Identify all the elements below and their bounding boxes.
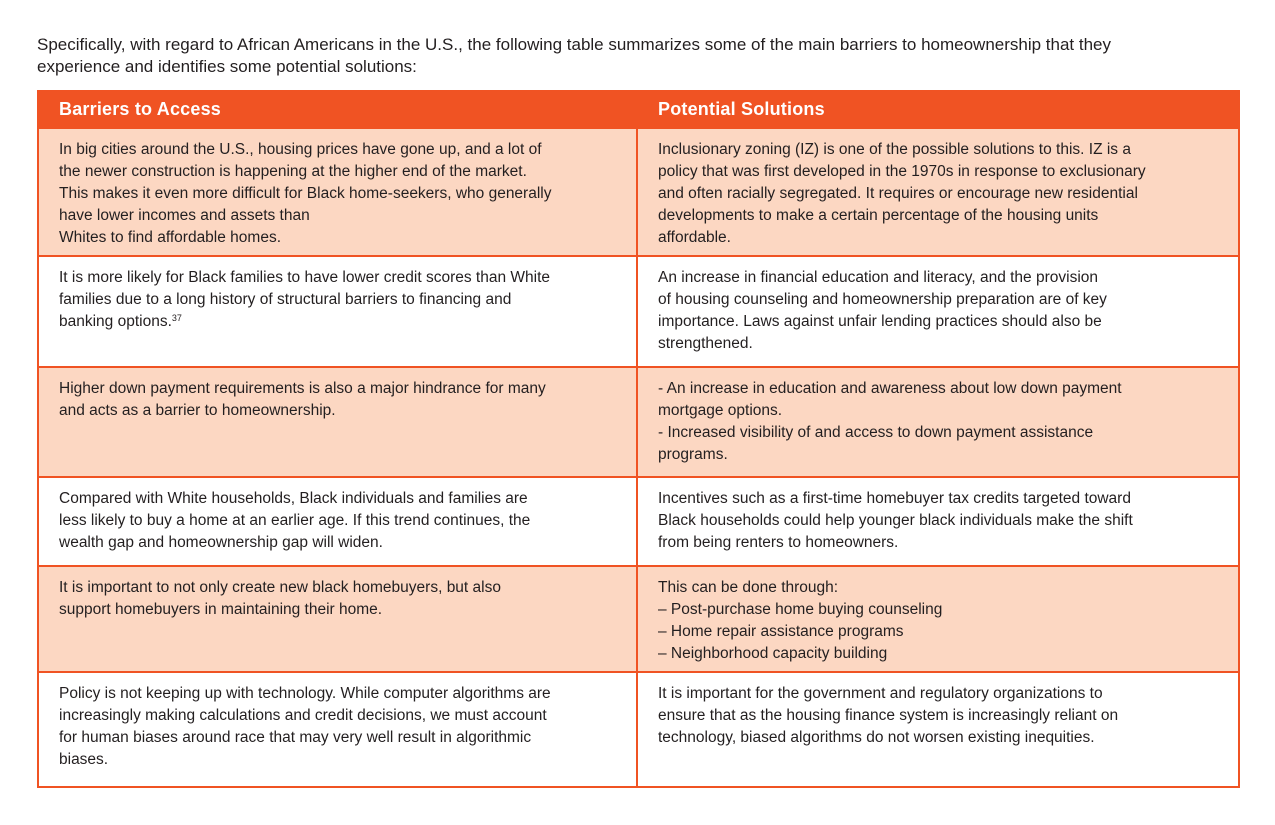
solution-cell [637,566,1239,672]
cell-line: families due to a long history of structural barriers to financing and [59,291,512,308]
cell-line: - An increase in education and awareness about low down payment [658,380,1122,397]
cell-line: This can be done through: [658,579,839,596]
cell-line: Higher down payment requirements is also a major hindrance for many [59,380,546,397]
solution-cell [637,128,1239,256]
cell-line: for human biases around race that may very well result in algorithmic [59,729,532,746]
cell-line: This makes it even more difficult for Black home-seekers, who generally [59,185,552,202]
cell-line: In big cities around the U.S., housing prices have gone up, and a lot of [59,141,542,158]
cell-line: the newer construction is happening at the higher end of the market. [59,163,527,180]
cell-line [59,311,618,333]
cell-line: ensure that as the housing finance system is increasingly reliant on [658,707,1119,724]
solution-cell [637,477,1239,566]
barrier-cell [38,367,637,477]
barriers-solutions-table [37,90,1240,788]
cell-line: Black households could help younger black individuals make the shift [658,512,1133,529]
solution-cell [637,367,1239,477]
cell-line: less likely to buy a home at an earlier age. If this trend continues, the [59,512,531,529]
cell-line: wealth gap and homeownership gap will widen. [59,534,383,551]
solution-cell [637,256,1239,367]
cell-line: An increase in financial education and literacy, and the provision [658,269,1099,286]
table-header-row [38,91,1239,128]
cell-line: – Post-purchase home buying counseling [658,601,943,618]
intro-line: experience and identifies some potential solutions: [37,57,417,76]
cell-line: Whites to find affordable homes. [59,229,282,246]
cell-line: strengthened. [658,335,753,352]
cell-line: increasingly making calculations and credit decisions, we must account [59,707,547,724]
table-row [38,367,1239,477]
barrier-cell [38,128,637,256]
cell-line: – Home repair assistance programs [658,623,904,640]
cell-line: It is important for the government and regulatory organizations to [658,685,1103,702]
header-solutions: Potential Solutions [637,91,1239,128]
cell-line: importance. Laws against unfair lending practices should also be [658,313,1102,330]
cell-line: technology, biased algorithms do not worsen existing inequities. [658,729,1095,746]
barrier-cell [38,672,637,787]
cell-text: banking options. [59,313,172,330]
cell-line: – Neighborhood capacity building [658,645,888,662]
cell-line: policy that was first developed in the 1970s in response to exclusionary [658,163,1146,180]
cell-line: Incentives such as a first-time homebuyer tax credits targeted toward [658,490,1131,507]
cell-line: Policy is not keeping up with technology. While computer algorithms are [59,685,551,702]
cell-line: programs. [658,446,728,463]
table-row [38,477,1239,566]
cell-line: from being renters to homeowners. [658,534,899,551]
cell-line: developments to make a certain percentage of the housing units [658,207,1099,224]
barrier-cell [38,256,637,367]
barriers-solutions-table-wrapper [37,90,1238,788]
cell-line: biases. [59,751,109,768]
table-row [38,128,1239,256]
cell-line: It is important to not only create new black homebuyers, but also [59,579,501,596]
cell-line: affordable. [658,229,731,246]
cell-line: and often racially segregated. It requires or encourage new residential [658,185,1138,202]
cell-line: - Increased visibility of and access to down payment assistance [658,424,1094,441]
intro-line: Specifically, with regard to African Americans in the U.S., the following table summarizes some of the main barriers to homeownership that they [37,35,1112,54]
table-row [38,566,1239,672]
cell-line: of housing counseling and homeownership preparation are of key [658,291,1107,308]
header-barriers: Barriers to Access [38,91,637,128]
footnote-marker: 37 [171,313,182,323]
cell-line: support homebuyers in maintaining their home. [59,601,383,618]
cell-line: It is more likely for Black families to have lower credit scores than White [59,269,551,286]
solution-cell [637,672,1239,787]
barrier-cell [38,566,637,672]
table-row [38,256,1239,367]
cell-line: Compared with White households, Black individuals and families are [59,490,528,507]
cell-line: Inclusionary zoning (IZ) is one of the possible solutions to this. IZ is a [658,141,1131,158]
intro-paragraph [37,34,1242,78]
barrier-cell [38,477,637,566]
cell-line: have lower incomes and assets than [59,207,310,224]
table-row [38,672,1239,787]
cell-line: and acts as a barrier to homeownership. [59,402,336,419]
cell-line: mortgage options. [658,402,783,419]
